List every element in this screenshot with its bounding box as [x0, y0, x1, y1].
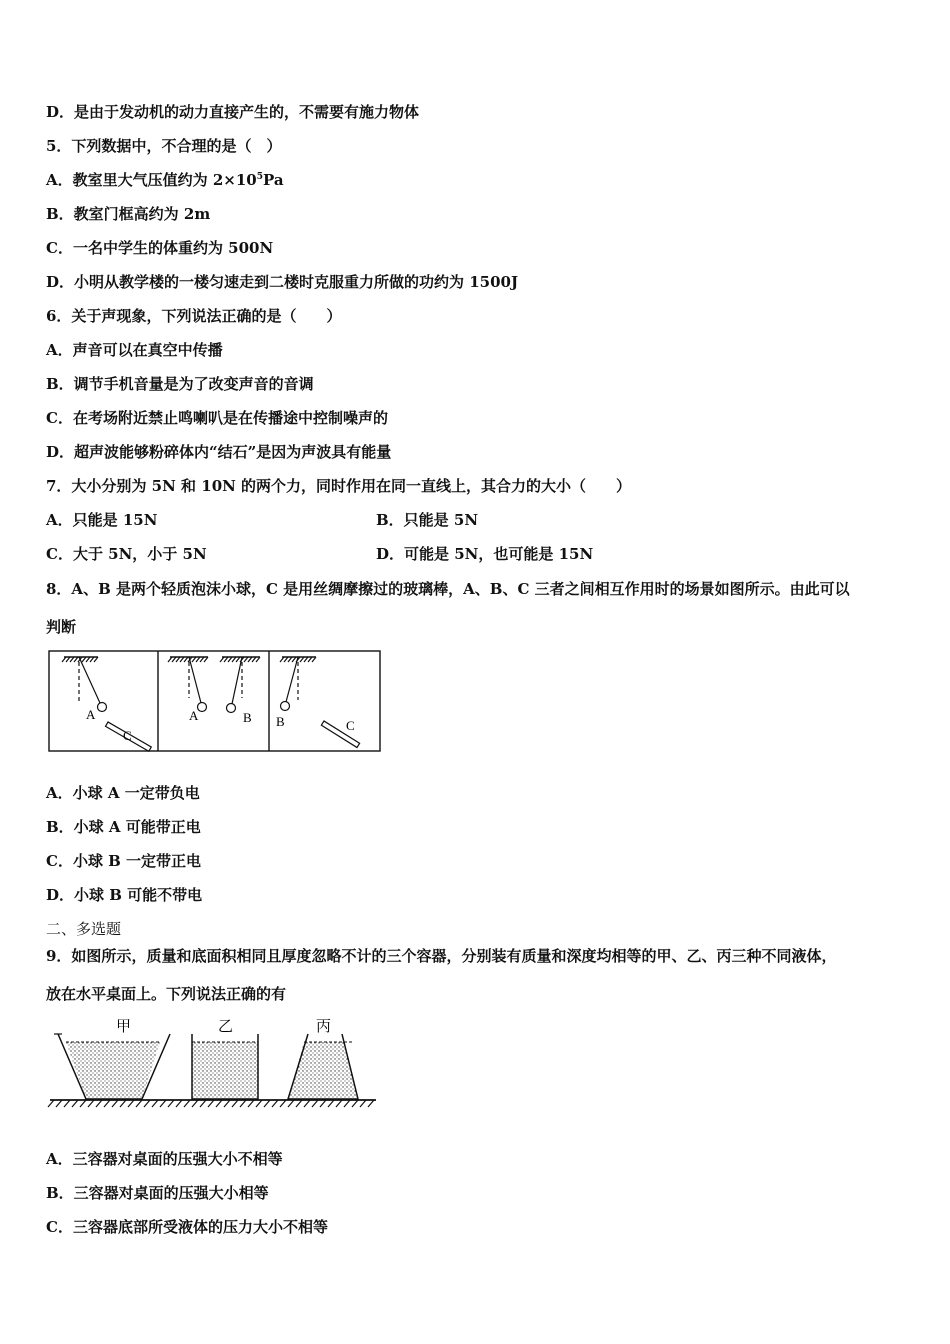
ball-b-3 — [281, 702, 290, 711]
q9-label-bing: 丙 — [316, 1017, 332, 1035]
q8-stem-line2: 判断 — [46, 618, 77, 636]
q5-stem: 5．下列数据中，不合理的是（ ） — [46, 137, 282, 155]
q8-option-c: C．小球 B 一定带正电 — [46, 852, 202, 870]
q8-label-b-2: B — [243, 710, 252, 725]
q8-option-a: A．小球 A 一定带负电 — [46, 784, 200, 802]
q5-option-a-exponent: 5 — [256, 172, 264, 182]
q7-option-c: C．大于 5N，小于 5N — [46, 545, 207, 563]
q5-option-a-unit: Pa — [263, 171, 284, 189]
q7-option-b: B．只能是 5N — [376, 511, 479, 529]
thread-b-2 — [232, 657, 242, 704]
q8-label-a-2: A — [189, 708, 199, 723]
ball-b-2 — [227, 704, 236, 713]
q8-stem-line1: 8．A、B 是两个轻质泡沫小球，C 是用丝绸摩擦过的玻璃棒，A、B、C 三者之间相互作用时的场景如图所示。由此可以 — [46, 580, 850, 598]
q8-panel-1 — [62, 657, 151, 751]
q8-label-c-3: C — [346, 718, 355, 733]
q7-option-d: D．可能是 5N，也可能是 15N — [376, 545, 594, 563]
container-bing — [288, 1034, 358, 1099]
q8-figure — [46, 648, 384, 754]
thread-a-2 — [189, 657, 201, 703]
q8-panel-2 — [168, 657, 260, 713]
container-jia — [54, 1034, 170, 1099]
q5-option-c: C．一名中学生的体重约为 500N — [46, 239, 274, 257]
q6-stem: 6．关于声现象，下列说法正确的是（ ） — [46, 307, 342, 325]
liquid-yi — [192, 1042, 258, 1099]
q7-stem: 7．大小分别为 5N 和 10N 的两个力，同时作用在同一直线上，其合力的大小（ ） — [46, 477, 632, 495]
q5-option-d: D．小明从教学楼的一楼匀速走到二楼时克服重力所做的功约为 1500J — [46, 273, 519, 291]
q8-panel-3 — [280, 657, 360, 747]
thread-a-1 — [79, 657, 100, 703]
q9-figure — [46, 1014, 380, 1112]
liquid-bing — [288, 1042, 358, 1099]
q6-option-b: B．调节手机音量是为了改变声音的音调 — [46, 375, 314, 393]
table-surface — [48, 1100, 376, 1107]
ball-a-2 — [198, 703, 207, 712]
section-title: 二、多选题 — [46, 920, 122, 938]
q7-option-a: A．只能是 15N — [46, 511, 158, 529]
q8-option-d: D．小球 B 可能不带电 — [46, 886, 203, 904]
q6-option-a: A．声音可以在真空中传播 — [46, 341, 223, 359]
q9-option-a: A．三容器对桌面的压强大小不相等 — [46, 1150, 283, 1168]
q9-label-yi: 乙 — [218, 1017, 234, 1035]
q5-option-a-text: A．教室里大气压值约为 2×10 — [46, 171, 257, 189]
q9-option-c: C．三容器底部所受液体的压力大小不相等 — [46, 1218, 328, 1236]
q5-option-a — [46, 170, 284, 190]
q5-option-b: B．教室门框高约为 2m — [46, 205, 211, 223]
prev-question-option-d: D．是由于发动机的动力直接产生的，不需要有施力物体 — [46, 103, 420, 121]
container-yi — [192, 1034, 258, 1099]
q9-label-jia: 甲 — [116, 1017, 132, 1035]
q8-label-a-1: A — [86, 707, 96, 722]
q9-stem-line1: 9．如图所示，质量和底面积相同且厚度忽略不计的三个容器，分别装有质量和深度均相等的甲、乙、丙三种不同液体， — [46, 947, 837, 965]
q9-stem-line2: 放在水平桌面上。下列说法正确的有 — [46, 985, 287, 1003]
q8-label-c-1: C — [123, 728, 132, 743]
q8-label-b-3: B — [276, 714, 285, 729]
q8-option-b: B．小球 A 可能带正电 — [46, 818, 201, 836]
q9-option-b: B．三容器对桌面的压强大小相等 — [46, 1184, 269, 1202]
thread-b-3 — [286, 657, 298, 702]
q6-option-c: C．在考场附近禁止鸣喇叭是在传播途中控制噪声的 — [46, 409, 388, 427]
q6-option-d: D．超声波能够粉碎体内“结石”是因为声波具有能量 — [46, 443, 392, 461]
ball-a-1 — [98, 703, 107, 712]
